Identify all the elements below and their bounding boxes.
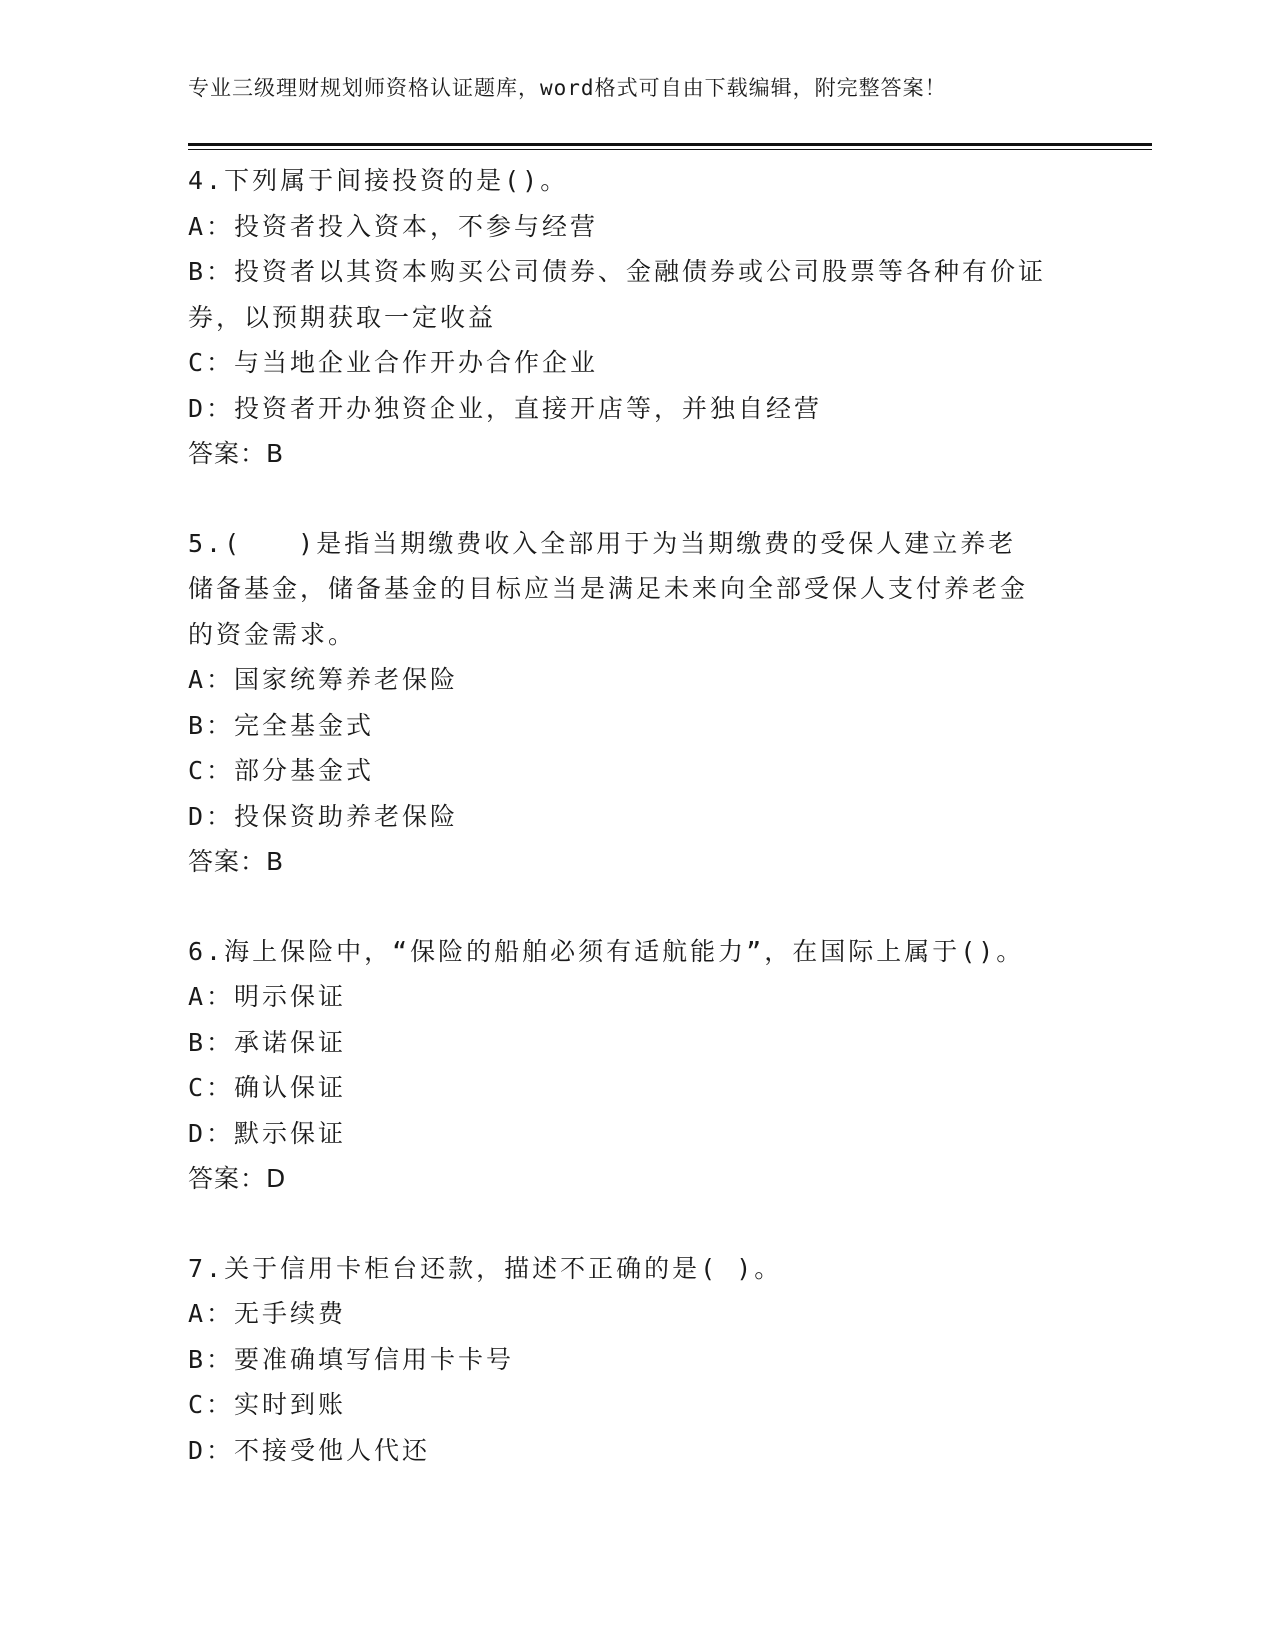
answer-label: 答案：B	[188, 439, 285, 468]
question-stem: 7.关于信用卡柜台还款，描述不正确的是( )。	[188, 1253, 783, 1283]
question-4	[188, 158, 1088, 477]
option-b: B：承诺保证	[188, 1027, 347, 1057]
option-a: A：明示保证	[188, 982, 347, 1011]
option-c: C：实时到账	[188, 1390, 347, 1419]
option-a: A：国家统筹养老保险	[188, 665, 459, 694]
option-b: B：完全基金式	[188, 710, 375, 740]
option-b: B：投资者以其资本购买公司债券、金融债券或公司股票等各种有价证券，以预期获取一定收益	[188, 257, 1047, 332]
option-d: D：投资者开办独资企业，直接开店等，并独自经营	[188, 393, 823, 423]
option-c: C：部分基金式	[188, 756, 375, 785]
question-5	[188, 521, 1088, 885]
question-stem: 6.海上保险中，“保险的船舶必须有适航能力”，在国际上属于()。	[188, 936, 1025, 966]
header-rule-thin	[188, 149, 1152, 150]
option-d: D：投保资助养老保险	[188, 801, 459, 831]
question-list	[188, 158, 1088, 1517]
option-d: D：默示保证	[188, 1118, 347, 1148]
document-header: 专业三级理财规划师资格认证题库，word格式可自由下载编辑，附完整答案！	[188, 76, 947, 100]
header-rule-thick	[188, 143, 1152, 146]
question-stem: 4.下列属于间接投资的是()。	[188, 166, 569, 195]
option-d: D：不接受他人代还	[188, 1435, 431, 1465]
option-b: B：要准确填写信用卡卡号	[188, 1344, 515, 1374]
answer-label: 答案：D	[188, 1164, 287, 1193]
option-c: C：与当地企业合作开办合作企业	[188, 348, 599, 377]
question-stem: 5.( )是指当期缴费收入全部用于为当期缴费的受保人建立养老储备基金，储备基金的目标应当是满足未来向全部受保人支付养老金的资金需求。	[188, 528, 1029, 649]
option-a: A：无手续费	[188, 1299, 347, 1328]
answer-label: 答案：B	[188, 847, 285, 876]
option-a: A：投资者投入资本，不参与经营	[188, 211, 599, 241]
option-c: C：确认保证	[188, 1073, 347, 1102]
question-6	[188, 929, 1088, 1202]
question-7	[188, 1246, 1088, 1474]
